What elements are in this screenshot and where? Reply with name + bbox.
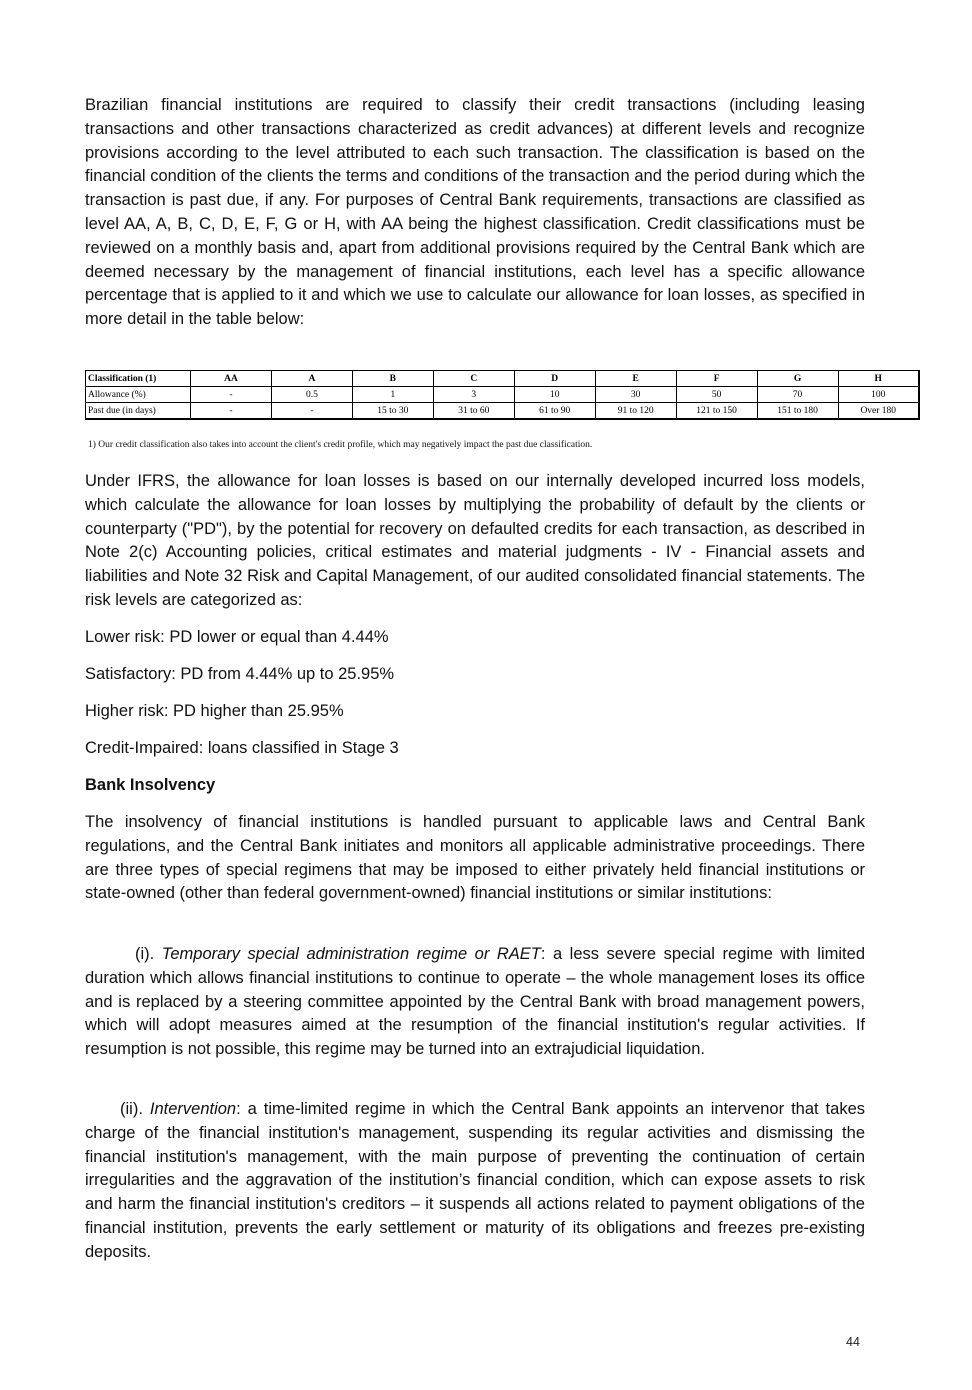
table-cell: F bbox=[676, 371, 757, 387]
table-cell: B bbox=[352, 371, 433, 387]
ifrs-paragraph: Under IFRS, the allowance for loan losses is based on our internally developed incurred loss models, which calculate the allowance for loan losses by multiplying the probability of default by the clients or counterparty ("PD"), by the potential for recovery on defaulted credits for each transaction, as described in Note 2(c) Accounting policies, critical estimates and material judgments - IV - Financial assets and liabilities and Note 32 Risk and Capital Management, of our audited consolidated financial statements. The risk levels are categorized as: bbox=[85, 472, 865, 609]
intervention-body: : a time-limited regime in which the Central Bank appoints an intervenor that takes charge of the financial institution's management, suspending its regular activities and dismissing the financial institution's management, with the main purpose of preventing the continuation of certain irregularities and the aggravation of the institution’s financial condition, which can expose assets to risk and harm the financial institution's creditors – it suspends all actions related to payment obligations of the financial institution, prevents the early settlement or maturity of its obligations and freezes pre-existing deposits. bbox=[85, 1100, 865, 1261]
table-cell: C bbox=[433, 371, 514, 387]
table-cell: D bbox=[514, 371, 595, 387]
table-cell: 91 to 120 bbox=[595, 403, 676, 420]
table-cell: E bbox=[595, 371, 676, 387]
classification-table bbox=[85, 370, 920, 420]
table-cell: - bbox=[191, 387, 272, 403]
table-cell: AA bbox=[191, 371, 272, 387]
raet-body: : a less severe special regime with limited duration which allows financial institutions to continue to operate – the whole management loses its office and is replaced by a steering committee appointed by the Central Bank with broad management powers, which will adopt measures aimed at the resumption of the financial institution's regular activities. If resumption is not possible, this regime may be turned into an extrajudicial liquidation. bbox=[85, 945, 865, 1059]
table-cell: Past due (in days) bbox=[86, 403, 191, 420]
intervention-term: Intervention bbox=[149, 1100, 237, 1118]
credit-impaired-line: Credit-Impaired: loans classified in Stage 3 bbox=[85, 739, 399, 757]
table-cell: 3 bbox=[433, 387, 514, 403]
raet-paragraph bbox=[85, 943, 865, 1062]
table-header-row bbox=[86, 371, 920, 387]
intro-paragraph: Brazilian financial institutions are required to classify their credit transactions (including leasing transactions and other transactions characterized as credit advances) at different levels and recognize provisions according to the level attributed to each such transaction. The classification is based on the financial condition of the clients the terms and conditions of the transaction and the period during which the transaction is past due, if any. For purposes of Central Bank requirements, transactions are classified as level AA, A, B, C, D, E, F, G or H, with AA being the highest classification. Credit classifications must be reviewed on a monthly basis and, apart from additional provisions required by the Central Bank which are deemed necessary by the management of financial institutions, each level has a specific allowance percentage that is applied to it and which we use to calculate our allowance for loan losses, as specified in more detail in the table below: bbox=[85, 96, 865, 329]
intervention-paragraph bbox=[85, 1098, 865, 1265]
bank-insolvency-heading: Bank Insolvency bbox=[85, 776, 216, 794]
raet-prefix: (i). bbox=[135, 945, 162, 963]
table-cell: 121 to 150 bbox=[676, 403, 757, 420]
table-cell: 0.5 bbox=[271, 387, 352, 403]
table-footnote: 1) Our credit classification also takes into account the client's credit profile, which may negatively impact the past due classification. bbox=[88, 440, 593, 450]
table-cell: Classification (1) bbox=[86, 371, 191, 387]
table-cell: 30 bbox=[595, 387, 676, 403]
table-row-past-due bbox=[86, 403, 920, 420]
raet-term: Temporary special administration regime or RAET bbox=[161, 945, 541, 963]
table-cell: - bbox=[271, 403, 352, 420]
page-number: 44 bbox=[846, 1335, 860, 1349]
table-cell: 31 to 60 bbox=[433, 403, 514, 420]
table-cell: H bbox=[838, 371, 919, 387]
table-cell: Allowance (%) bbox=[86, 387, 191, 403]
higher-risk-line: Higher risk: PD higher than 25.95% bbox=[85, 702, 344, 720]
intervention-prefix: (ii). bbox=[120, 1100, 150, 1118]
table-cell: - bbox=[191, 403, 272, 420]
table-cell: 100 bbox=[838, 387, 919, 403]
table-cell: 50 bbox=[676, 387, 757, 403]
table-cell: 70 bbox=[757, 387, 838, 403]
table-cell: 1 bbox=[352, 387, 433, 403]
table-cell: A bbox=[271, 371, 352, 387]
table-cell: 151 to 180 bbox=[757, 403, 838, 420]
lower-risk-line: Lower risk: PD lower or equal than 4.44% bbox=[85, 628, 389, 646]
table-cell: G bbox=[757, 371, 838, 387]
table-cell: 61 to 90 bbox=[514, 403, 595, 420]
table-cell: 10 bbox=[514, 387, 595, 403]
table-cell: 15 to 30 bbox=[352, 403, 433, 420]
table-cell: Over 180 bbox=[838, 403, 919, 420]
table-row-allowance bbox=[86, 387, 920, 403]
satisfactory-line: Satisfactory: PD from 4.44% up to 25.95% bbox=[85, 665, 395, 683]
insolvency-paragraph: The insolvency of financial institutions is handled pursuant to applicable laws and Central Bank regulations, and the Central Bank initiates and monitors all applicable administrative proceedings. There are three types of special regimens that may be imposed to either privately held financial institutions or state-owned (other than federal government-owned) financial institutions or similar institutions: bbox=[85, 813, 865, 903]
